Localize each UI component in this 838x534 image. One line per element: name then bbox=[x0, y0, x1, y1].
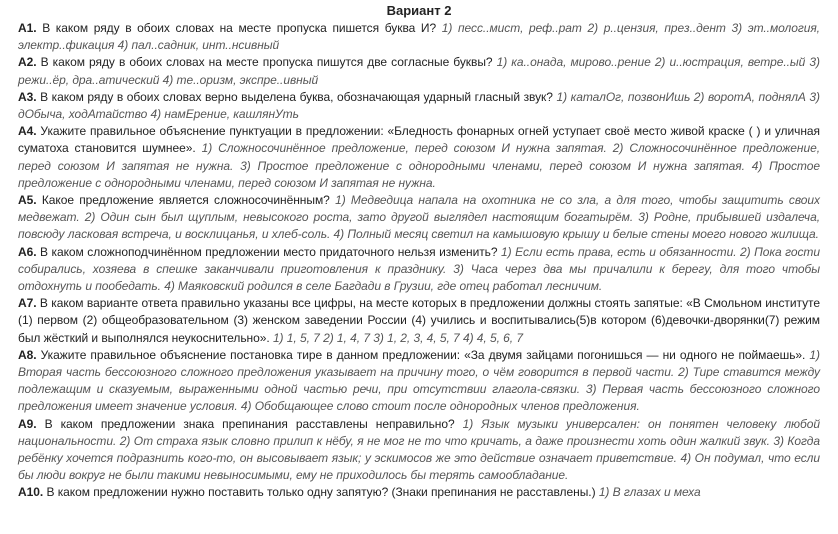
answer-options: 1) В глазах и меха bbox=[598, 485, 701, 500]
question-number: А1. bbox=[18, 21, 37, 35]
question-number: А2. bbox=[18, 55, 37, 70]
question-text: В каком ряду в обоих словах на месте пропуска пишутся две согласные буквы? bbox=[40, 55, 493, 70]
answer-options: 1) 1, 5, 7 2) 1, 4, 7 3) 1, 2, 3, 4, 5, 7 4) 4, 5, 6, 7 bbox=[272, 330, 524, 345]
question-a3 bbox=[18, 89, 820, 123]
question-text: В каком ряду в обоих словах на месте пропуска пишется буква И? bbox=[42, 21, 437, 35]
question-a4 bbox=[18, 123, 820, 192]
question-number: А3. bbox=[18, 89, 37, 104]
page-title: Вариант 2 bbox=[386, 3, 452, 18]
answer-options: 1) ка..онада, мирово..рение 2) и..юстрация, ветре..ый 3) режи..ёр, дра..атический 4) те..оризм, экспре..ивный bbox=[18, 55, 820, 87]
answer-options: 1) Если есть права, есть и обязанности. 2) Пока гости собирались, хозяева в спешке заканчивали приготовления к празднику. 3) Часа через два мы причалили к берегу, для того чтобы отдохнуть и пообедать. 4) Маяковский родился в селе Багдади в Грузии, где отец работал лесничим. bbox=[18, 244, 820, 294]
question-a10 bbox=[18, 484, 820, 501]
question-text: В каком ряду в обоих словах верно выделена буква, обозначающая ударный гласный звук? bbox=[40, 89, 553, 104]
answer-options: 1) Сложносочинённое предложение, перед союзом И нужна запятая. 2) Сложносочинённое предложение, перед союзом И запятая не нужна. 3) Простое предложение с однородными членами, перед союзом И нужна запятая. 4) Простое предложение с однородными членами, перед союзом И запятая не нужна. bbox=[18, 141, 820, 190]
question-a6 bbox=[18, 244, 820, 296]
question-text: В каком варианте ответа правильно указаны все цифры, на месте которых в предложении должны стоять запятые: «В Смольном институте (1) первом (2) общеобразовательном (3) женском заведении России (4) учились и воспитывались(5)в котором (6)девочки-дворянки(7) режим был жёсткий и выполнялся неукоснительно». bbox=[18, 296, 820, 345]
question-number: А4. bbox=[18, 124, 37, 139]
question-text: Какое предложение является сложносочинённым? bbox=[41, 193, 330, 208]
question-number: А8. bbox=[18, 347, 37, 362]
question-number: А6. bbox=[18, 244, 37, 259]
question-text: В каком сложноподчинённом предложении место придаточного нельзя изменить? bbox=[40, 244, 498, 259]
questions-list bbox=[0, 20, 838, 502]
question-a7 bbox=[18, 295, 820, 347]
question-a2 bbox=[18, 54, 820, 88]
question-text: В каком предложении знака препинания расставлены неправильно? bbox=[44, 416, 455, 431]
question-text: Укажите правильное объяснение пунктуации в предложении: «Бледность фонарных огней уступает своё место живой краске ( ) и уличная суматоха становится шумнее». bbox=[18, 124, 820, 156]
answer-options: 1) Язык музыки универсален: он понятен человеку любой национальности. 2) От страха язык словно прилип к нёбу, я не мог не то что кричать, а даже произнести хоть один жалкий звук. 3) Когда ребёнку хочется подразнить кого-то, он высовывает язык; у эскимосов же это действие означает приветствие. 4) Он подумал, что если бы люди вокруг не были такими невыносимыми, ему не приходилось бы терять самообладание. bbox=[18, 416, 820, 483]
question-number: А9. bbox=[18, 416, 37, 431]
question-number: А5. bbox=[18, 193, 37, 208]
question-a1 bbox=[18, 20, 820, 54]
answer-options: 1) Вторая часть бессоюзного сложного предложения указывает на причину того, о чём говорится в первой части. 2) Тире ставится между подлежащим и сказуемым, выраженными одной частью речи, при отсутствии глагола-связки. 3) Первая часть бессоюзного сложного предложения имеет значение условия. 4) Обобщающее слово стоит после однородных членов предложения. bbox=[18, 347, 820, 414]
answer-options: 1) Медведица напала на охотника не со зла, а для того, чтобы защитить своих медвежат. 2) Один сын был щуплым, невысокого роста, зато другой выглядел настоящим богатырём. 3) Родне, прибывшей издалеча, повсюду ласковая встреча, и восклицанья, и хлеб-соль. 4) Полный месяц светил на камышовую крышу и белые стены моего нового жилища. bbox=[18, 193, 820, 242]
question-number: А10. bbox=[18, 485, 44, 500]
question-a9 bbox=[18, 416, 820, 485]
answer-options: 1) песс..мист, реф..рат 2) р..цензия, през..дент 3) эт..мология, электр..фикация 4) пал..садник, инт..нсивный bbox=[18, 21, 820, 53]
question-text: В каком предложении нужно поставить только одну запятую? (Знаки препинания не расставлены.) bbox=[46, 485, 596, 500]
answer-options: 1) каталОг, позвонИшь 2) воротА, поднялА 3) дОбыча, ходАтайство 4) намЕрение, кашлянУть bbox=[18, 89, 820, 122]
question-number: А7. bbox=[18, 296, 37, 311]
question-text: Укажите правильное объяснение постановка тире в данном предложении: «За двумя зайцами погонишься — ни одного не поймаешь». bbox=[40, 347, 806, 362]
question-a8 bbox=[18, 347, 820, 416]
question-a5 bbox=[18, 192, 820, 244]
